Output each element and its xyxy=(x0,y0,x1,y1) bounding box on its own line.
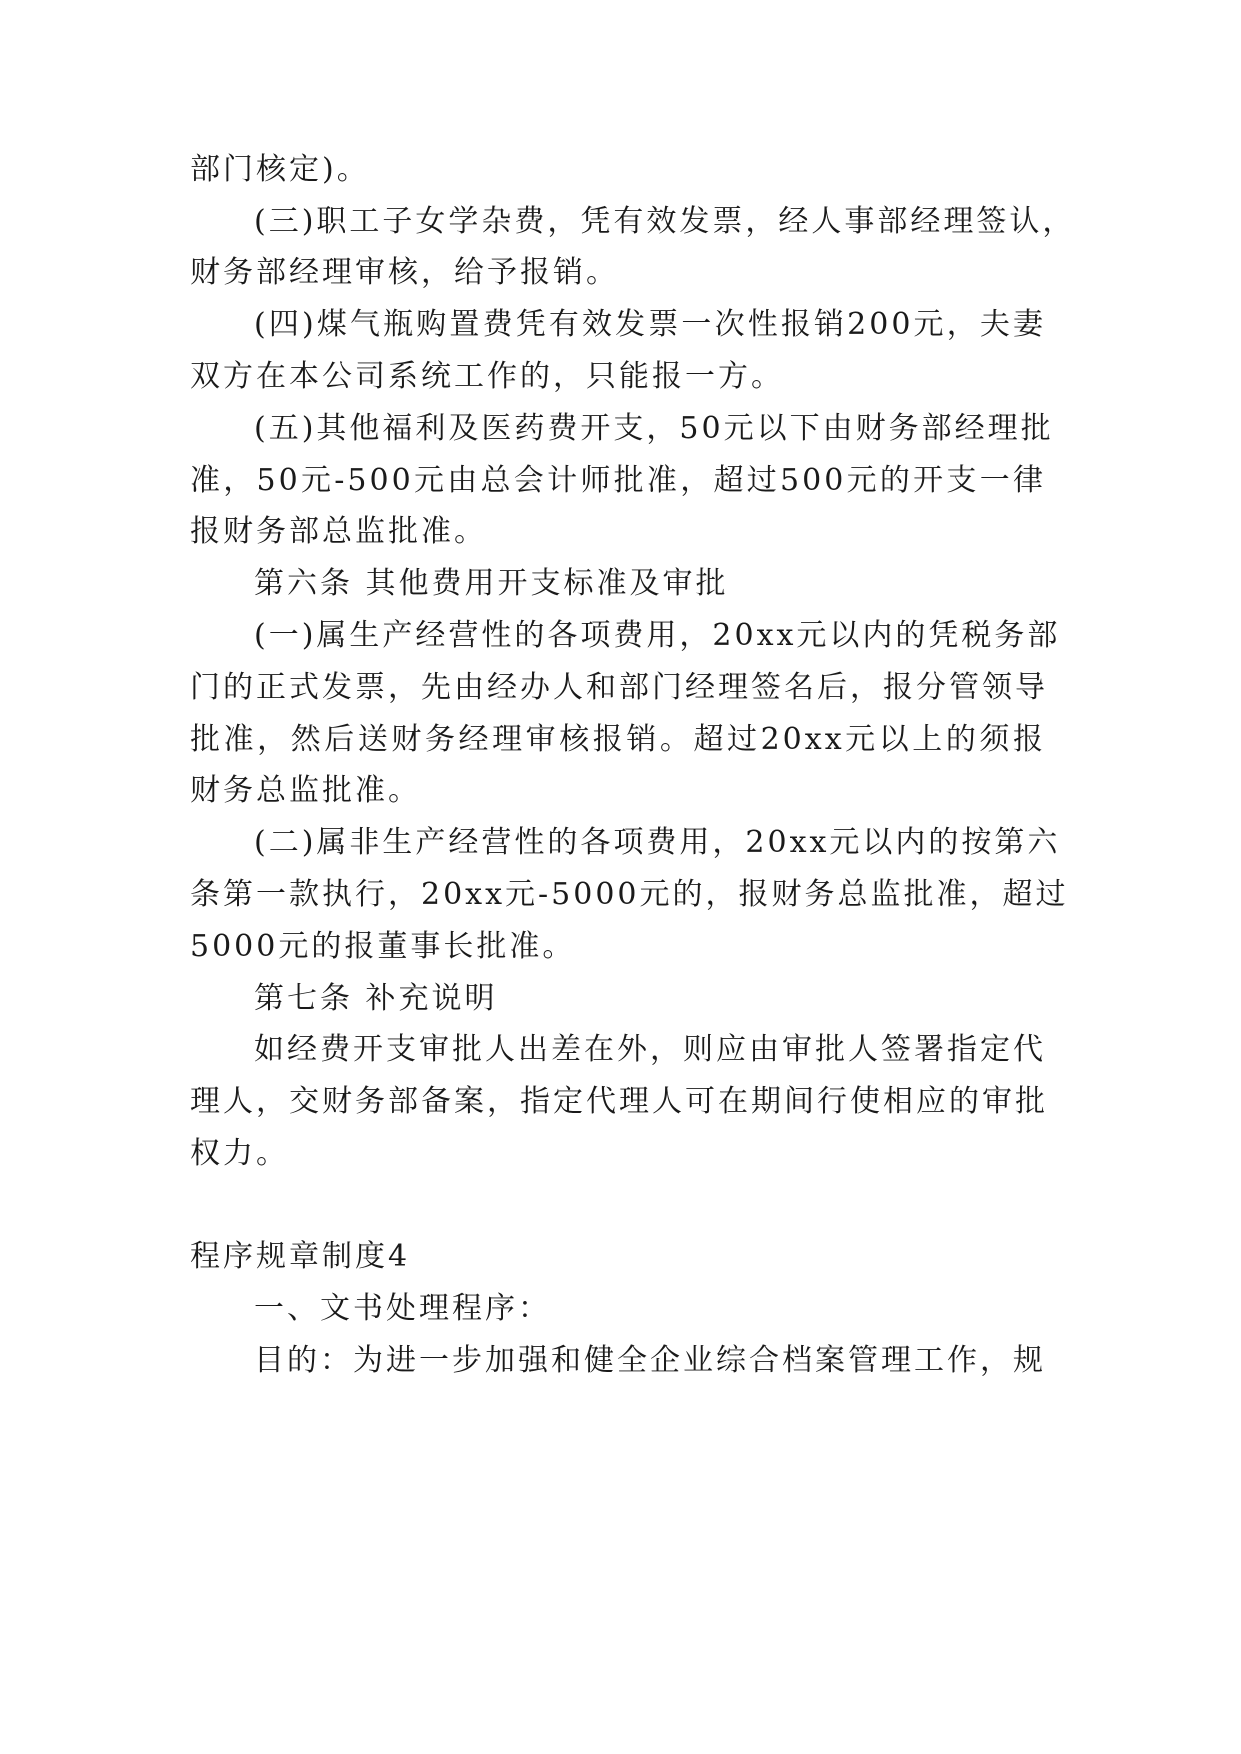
section-heading: 一、文书处理程序： xyxy=(254,1291,551,1326)
paragraph-line: 财务总监批准。 xyxy=(190,773,421,808)
paragraph-line: (二)属非生产经营性的各项费用，20xx元以内的按第六 xyxy=(254,825,1061,860)
paragraph-line: (四)煤气瓶购置费凭有效发票一次性报销200元，夫妻 xyxy=(254,307,1046,342)
paragraph-line: 准，50元-500元由总会计师批准，超过500元的开支一律 xyxy=(190,463,1046,498)
paragraph-line: 部门核定)。 xyxy=(190,152,370,187)
paragraph-line: 条第一款执行，20xx元-5000元的，报财务总监批准，超过 xyxy=(190,877,1069,912)
section-heading: 第七条 补充说明 xyxy=(254,981,498,1016)
paragraph-line: 5000元的报董事长批准。 xyxy=(190,929,576,964)
paragraph-line: 财务部经理审核，给予报销。 xyxy=(190,255,619,290)
paragraph-line: 双方在本公司系统工作的，只能报一方。 xyxy=(190,359,784,394)
paragraph-line: 理人，交财务部备案，指定代理人可在期间行使相应的审批 xyxy=(190,1084,1048,1119)
paragraph-line: 权力。 xyxy=(190,1136,289,1171)
paragraph-line: (五)其他福利及医药费开支，50元以下由财务部经理批 xyxy=(254,411,1054,446)
paragraph-line: 如经费开支审批人出差在外，则应由审批人签署指定代 xyxy=(254,1032,1046,1067)
paragraph-line: 门的正式发票，先由经办人和部门经理签名后，报分管领导 xyxy=(190,670,1048,705)
paragraph-line: 报财务部总监批准。 xyxy=(190,514,487,549)
paragraph-line: 批准，然后送财务经理审核报销。超过20xx元以上的须报 xyxy=(190,722,1046,757)
paragraph-line: 目的：为进一步加强和健全企业综合档案管理工作，规 xyxy=(254,1343,1046,1378)
document-title: 程序规章制度4 xyxy=(190,1239,411,1274)
paragraph-line: (三)职工子女学杂费，凭有效发票，经人事部经理签认， xyxy=(254,204,1076,239)
paragraph-line: (一)属生产经营性的各项费用，20xx元以内的凭税务部 xyxy=(254,618,1061,653)
section-heading: 第六条 其他费用开支标准及审批 xyxy=(254,566,729,601)
